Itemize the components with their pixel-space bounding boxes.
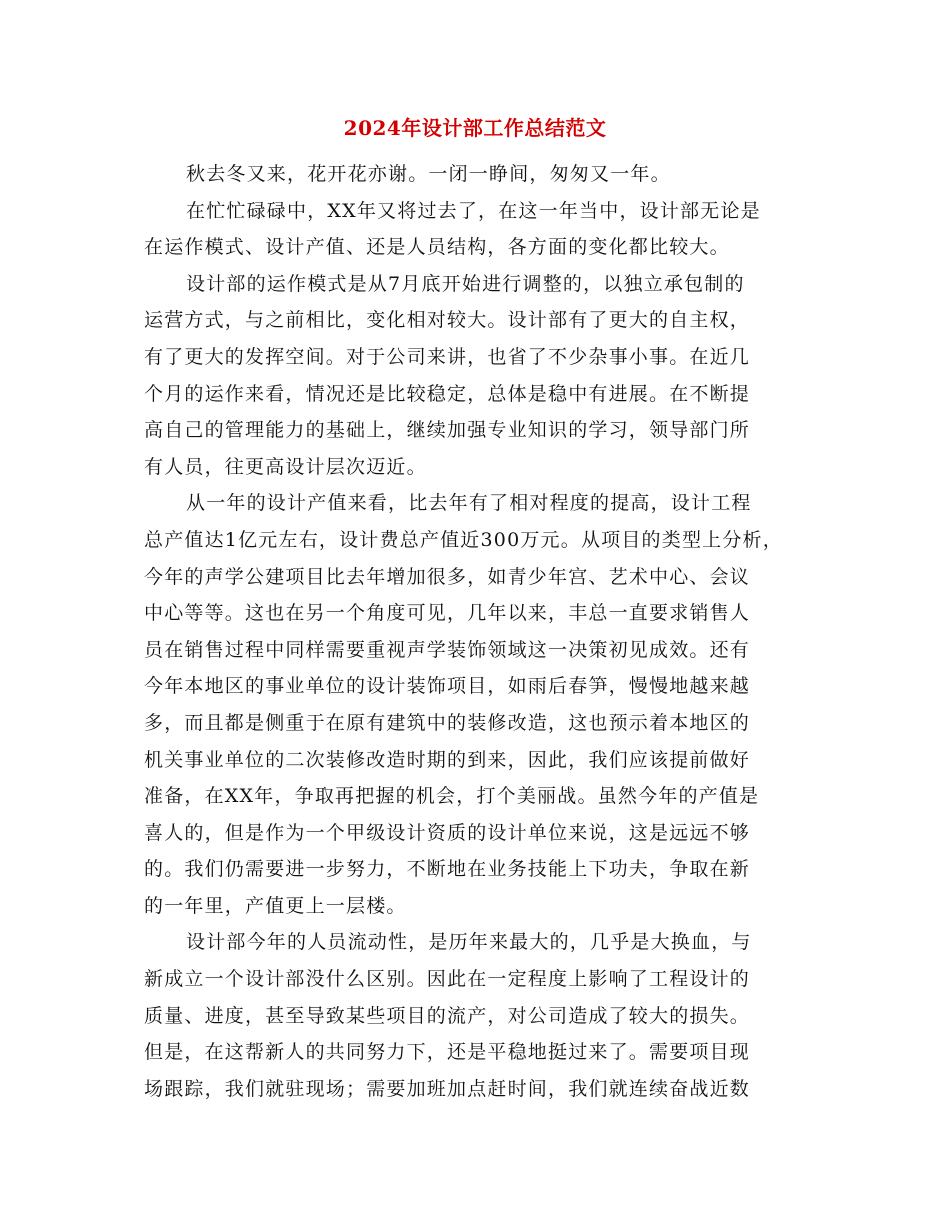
text-line: 的。我们仍需要进一步努力，不断地在业务技能上下功夫，争取在新 (144, 858, 751, 881)
text-line: 但是，在这帮新人的共同努力下，还是平稳地挺过来了。需要项目现 (144, 1041, 751, 1064)
text-line: 从一年的设计产值来看，比去年有了相对程度的提高，设计工程 (186, 492, 752, 515)
text-line: 场跟踪，我们就驻现场；需要加班加点赶时间，我们就连续奋战近数 (144, 1077, 751, 1100)
text-line: 员在销售过程中同样需要重视声学装饰领域这一决策初见成效。还有 (144, 638, 751, 661)
text-line: 的一年里，产值更上一层楼。 (144, 894, 407, 917)
text-line: 机关事业单位的二次装修改造时期的到来，因此，我们应该提前做好 (144, 748, 751, 771)
text-line: 喜人的，但是作为一个甲级设计资质的设计单位来说，这是远远不够 (144, 821, 751, 844)
text-line: 准备，在XX年，争取再把握的机会，打个美丽战。虽然今年的产值是 (144, 785, 760, 808)
text-line: 运营方式，与之前相比，变化相对较大。设计部有了更大的自主权， (144, 309, 751, 332)
text-line: 在忙忙碌碌中，XX年又将过去了，在这一年当中，设计部无论是 (186, 199, 761, 222)
text-line: 高自己的管理能力的基础上，继续加强专业知识的学习，领导部门所 (144, 419, 751, 442)
text-line: 在运作模式、设计产值、还是人员结构，各方面的变化都比较大。 (144, 236, 730, 259)
text-line: 新成立一个设计部没什么区别。因此在一定程度上影响了工程设计的 (144, 968, 751, 991)
text-line: 多，而且都是侧重于在原有建筑中的装修改造，这也预示着本地区的 (144, 711, 751, 734)
text-line: 中心等等。这也在另一个角度可见，几年以来，丰总一直要求销售人 (144, 602, 751, 625)
document-title: 2024年设计部工作总结范文 (343, 116, 607, 140)
text-line: 总产值达1亿元左右，设计费总产值近300万元。从项目的类型上分析， (144, 528, 783, 551)
text-line: 今年本地区的事业单位的设计装饰项目，如雨后春笋，慢慢地越来越 (144, 675, 751, 698)
text-line: 设计部的运作模式是从7月底开始进行调整的，以独立承包制的 (186, 272, 745, 295)
text-line: 秋去冬又来，花开花亦谢。一闭一睁间，匆匆又一年。 (186, 163, 671, 185)
text-line: 有了更大的发挥空间。对于公司来讲，也省了不少杂事小事。在近几 (144, 345, 751, 368)
text-line: 个月的运作来看，情况还是比较稳定，总体是稳中有进展。在不断提 (144, 382, 751, 405)
text-line: 有人员，往更高设计层次迈近。 (144, 455, 427, 478)
text-line: 设计部今年的人员流动性，是历年来最大的，几乎是大换血，与 (186, 931, 752, 954)
text-line: 质量、进度，甚至导致某些项目的流产，对公司造成了较大的损失。 (144, 1004, 751, 1027)
document-body (144, 156, 824, 1107)
text-line: 今年的声学公建项目比去年增加很多，如青少年宫、艺术中心、会议 (144, 565, 751, 588)
